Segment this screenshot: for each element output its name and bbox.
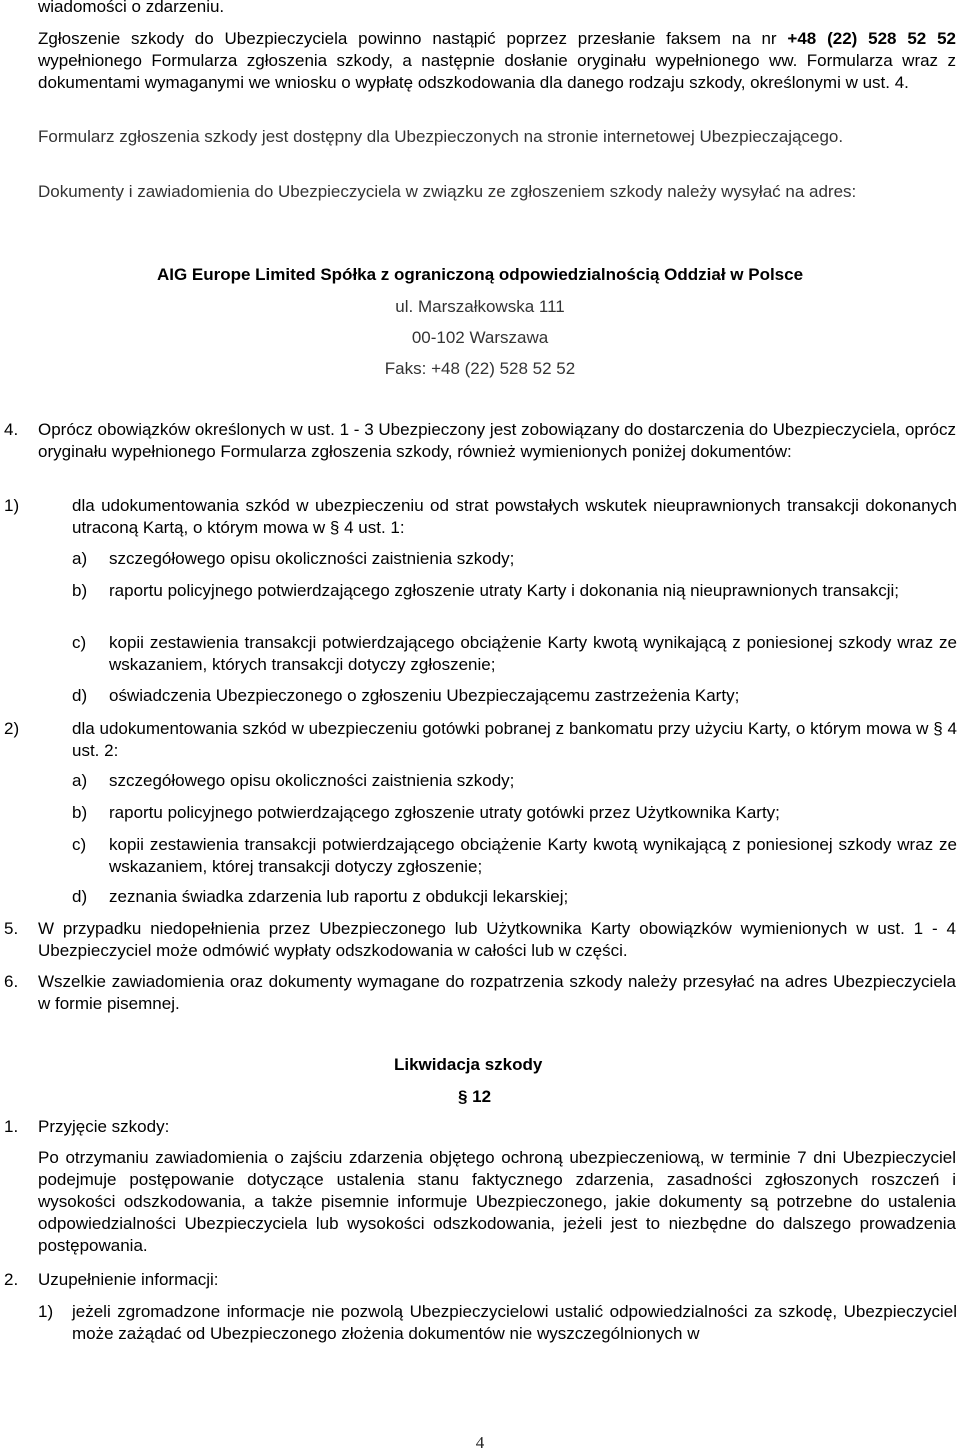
liquidation-2-item-1-number: 1) <box>38 1302 54 1321</box>
section-5-text: W przypadku niedopełnienia przez Ubezpieczonego lub Użytkownika Karty obowiązków wymienionych w ust. 1 - 4 Ubezpieczyciel może odmówić wypłaty odszkodowania w całości lub w części. <box>38 919 956 960</box>
item-2d-letter: d) <box>72 887 88 906</box>
item-1d-text: oświadczenia Ubezpieczonego o zgłoszeniu Ubezpieczającemu zastrzeżenia Karty; <box>109 686 740 705</box>
section-4-number: 4. <box>4 420 19 439</box>
paragraph-documents-address: Dokumenty i zawiadomienia do Ubezpieczyciela w związku ze zgłoszeniem szkody należy wysyłać na adres: <box>38 182 857 201</box>
section-5-number: 5. <box>4 919 19 938</box>
section-6-number: 6. <box>4 972 19 991</box>
item-1b-letter: b) <box>72 581 88 600</box>
liquidation-1-text: Po otrzymaniu zawiadomienia o zajściu zdarzenia objętego ochroną ubezpieczeniową, w terminie 7 dni Ubezpieczyciel podejmuje postępowanie dotyczące ustalenia stanu faktycznego zdarzenia, zasadności zgłoszonych roszczeń i wysokości odszkodowania, a także pisemnie informuje Ubezpieczonego, jakie dokumenty są potrzebne do ustalenia odpowiedzialności Ubezpieczyciela lub wysokości odszkodowania, jeżeli jest to niezbędne do dalszego prowadzenia postępowania. <box>38 1148 956 1255</box>
item-1-number: 1) <box>4 496 20 515</box>
item-1d-letter: d) <box>72 686 88 705</box>
address-street: ul. Marszałkowska 111 <box>395 297 565 316</box>
paragraph-fax-notice: Zgłoszenie szkody do Ubezpieczyciela powinno nastąpić poprzez przesłanie faksem na nr +48 (22) 528 52 52 wypełnionego Formularza zgłoszenia szkody, a następnie dosłanie oryginału wypełnionego ww. Formularza wraz z dokumentami wymaganymi we wniosku o wypłatę odszkodowania dla danego rodzaju szkody, określonymi w ust. 4. <box>38 29 956 92</box>
item-1b-text: raportu policyjnego potwierdzającego zgłoszenie utraty Karty i dokonania nią nieuprawnionych transakcji; <box>109 581 900 600</box>
page-number: 4 <box>475 1433 485 1452</box>
liquidation-1-number: 1. <box>4 1117 19 1136</box>
address-company: AIG Europe Limited Spółka z ograniczoną odpowiedzialnością Oddział w Polsce <box>156 265 804 284</box>
top-fragment: wiadomości o zdarzeniu. <box>38 0 225 16</box>
section-heading: Likwidacja szkody <box>394 1055 543 1074</box>
item-1c-text: kopii zestawienia transakcji potwierdzającego obciążenie Karty kwotą wynikającą z poniesionej szkody wraz ze wskazaniem, których transakcji dotyczy zgłoszenie; <box>109 633 957 674</box>
item-1-text: dla udokumentowania szkód w ubezpieczeniu od strat powstałych wskutek nieuprawnionych transakcji dokonanych utraconą Kartą, o którym mowa w § 4 ust. 1: <box>72 496 957 537</box>
item-2-number: 2) <box>4 719 20 738</box>
address-fax: Faks: +48 (22) 528 52 52 <box>384 359 576 378</box>
liquidation-2-item-1-text: jeżeli zgromadzone informacje nie pozwolą Ubezpieczycielowi ustalić odpowiedzialności za szkodę, Ubezpieczyciel może zażądać od Ubezpieczonego złożenia dokumentów nie wyszczególnionych w <box>72 1302 957 1343</box>
item-1c-letter: c) <box>72 633 87 652</box>
item-1a-letter: a) <box>72 549 88 568</box>
item-2a-letter: a) <box>72 771 88 790</box>
liquidation-2-number: 2. <box>4 1270 19 1289</box>
liquidation-2-title: Uzupełnienie informacji: <box>38 1270 219 1289</box>
item-2-text: dla udokumentowania szkód w ubezpieczeniu gotówki pobranej z bankomatu przy użyciu Karty, o którym mowa w § 4 ust. 2: <box>72 719 957 760</box>
section-4-text: Oprócz obowiązków określonych w ust. 1 - 3 Ubezpieczony jest zobowiązany do dostarczenia do Ubezpieczyciela, oprócz oryginału wypełnionego Formularza zgłoszenia szkody, również wymienionych poniżej dokumentów: <box>38 420 956 461</box>
item-2b-text: raportu policyjnego potwierdzającego zgłoszenie utraty gotówki przez Użytkownika Karty; <box>109 803 780 822</box>
section-6-text: Wszelkie zawiadomienia oraz dokumenty wymagane do rozpatrzenia szkody należy przesyłać na adres Ubezpieczyciela w formie pisemnej. <box>38 972 956 1013</box>
paragraph-form-availability: Formularz zgłoszenia szkody jest dostępny dla Ubezpieczonych na stronie internetowej Ubezpieczającego. <box>38 127 844 146</box>
item-1a-text: szczegółowego opisu okoliczności zaistnienia szkody; <box>109 549 515 568</box>
item-2c-text: kopii zestawienia transakcji potwierdzającego obciążenie Karty kwotą wynikającą z poniesionej szkody wraz ze wskazaniem, której transakcji dotyczy zgłoszenie; <box>109 835 957 876</box>
item-2d-text: zeznania świadka zdarzenia lub raportu z obdukcji lekarskiej; <box>109 887 569 906</box>
item-2b-letter: b) <box>72 803 88 822</box>
item-2a-text: szczegółowego opisu okoliczności zaistnienia szkody; <box>109 771 515 790</box>
fax-number: +48 (22) 528 52 52 <box>787 29 956 48</box>
item-2c-letter: c) <box>72 835 87 854</box>
paragraph-sign: § 12 <box>458 1087 492 1106</box>
address-city: 00-102 Warszawa <box>411 328 549 347</box>
liquidation-1-title: Przyjęcie szkody: <box>38 1117 170 1136</box>
